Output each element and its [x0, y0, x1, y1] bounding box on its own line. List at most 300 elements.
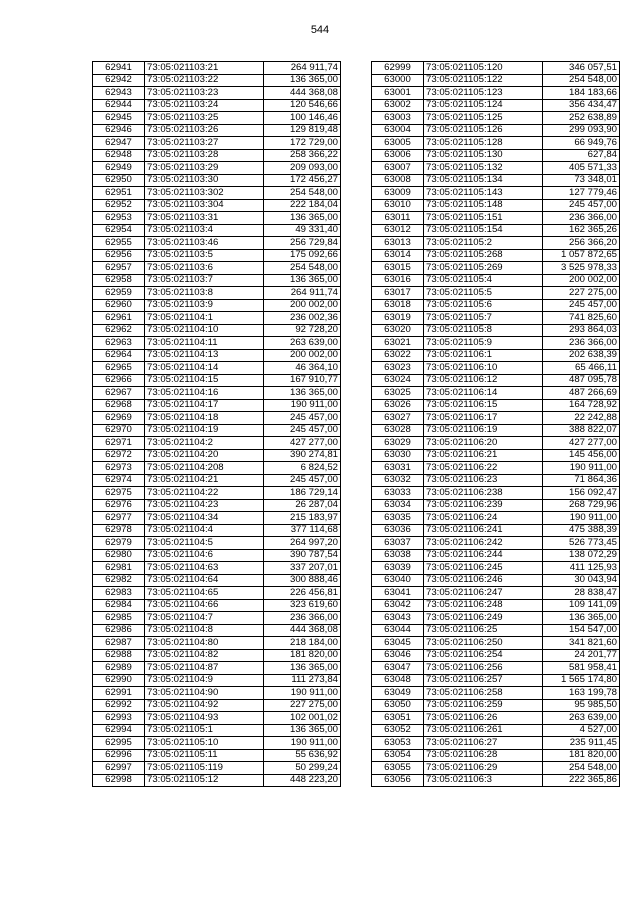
row-number-cell: 62992 — [93, 699, 145, 712]
value-cell: 264 911,74 — [264, 287, 341, 300]
row-number-cell: 63040 — [372, 574, 424, 587]
table-row — [372, 174, 620, 187]
value-cell: 1 565 174,80 — [543, 674, 620, 687]
table-row — [93, 462, 341, 475]
cadastral-number-cell: 73:05:021103:8 — [145, 287, 264, 300]
row-number-cell: 63006 — [372, 149, 424, 162]
table-row — [93, 499, 341, 512]
cadastral-number-cell: 73:05:021106:249 — [424, 612, 543, 625]
row-number-cell: 63055 — [372, 762, 424, 775]
cadastral-number-cell: 73:05:021103:304 — [145, 199, 264, 212]
table-row — [372, 687, 620, 700]
cadastral-number-cell: 73:05:021104:80 — [145, 637, 264, 650]
table-row — [372, 237, 620, 250]
row-number-cell: 62973 — [93, 462, 145, 475]
value-cell: 226 456,81 — [264, 587, 341, 600]
cadastral-number-cell: 73:05:021105:119 — [145, 762, 264, 775]
value-cell: 299 093,90 — [543, 124, 620, 137]
cadastral-number-cell: 73:05:021104:208 — [145, 462, 264, 475]
cadastral-number-cell: 73:05:021104:13 — [145, 349, 264, 362]
value-cell: 190 911,00 — [264, 737, 341, 750]
value-cell: 92 728,20 — [264, 324, 341, 337]
cadastral-number-cell: 73:05:021105:123 — [424, 87, 543, 100]
cadastral-number-cell: 73:05:021103:26 — [145, 124, 264, 137]
table-row — [372, 499, 620, 512]
row-number-cell: 62989 — [93, 662, 145, 675]
table-row — [372, 512, 620, 525]
row-number-cell: 62959 — [93, 287, 145, 300]
table-row — [93, 99, 341, 112]
row-number-cell: 63023 — [372, 362, 424, 375]
cadastral-number-cell: 73:05:021106:238 — [424, 487, 543, 500]
row-number-cell: 63054 — [372, 749, 424, 762]
row-number-cell: 62997 — [93, 762, 145, 775]
value-cell: 22 242,88 — [543, 412, 620, 425]
table-row — [93, 537, 341, 550]
table-row — [372, 537, 620, 550]
cadastral-number-cell: 73:05:021104:1 — [145, 312, 264, 325]
cadastral-number-cell: 73:05:021104:82 — [145, 649, 264, 662]
table-row — [93, 612, 341, 625]
value-cell: 156 092,47 — [543, 487, 620, 500]
row-number-cell: 63049 — [372, 687, 424, 700]
row-number-cell: 62980 — [93, 549, 145, 562]
value-cell: 245 457,00 — [264, 412, 341, 425]
value-cell: 26 287,04 — [264, 499, 341, 512]
row-number-cell: 63031 — [372, 462, 424, 475]
table-row — [372, 424, 620, 437]
row-number-cell: 63028 — [372, 424, 424, 437]
table-row — [93, 87, 341, 100]
cadastral-number-cell: 73:05:021104:63 — [145, 562, 264, 575]
row-number-cell: 62971 — [93, 437, 145, 450]
row-number-cell: 62955 — [93, 237, 145, 250]
cadastral-number-cell: 73:05:021106:257 — [424, 674, 543, 687]
cadastral-number-cell: 73:05:021104:34 — [145, 512, 264, 525]
cadastral-number-cell: 73:05:021103:7 — [145, 274, 264, 287]
table-row — [372, 299, 620, 312]
row-number-cell: 62995 — [93, 737, 145, 750]
row-number-cell: 63027 — [372, 412, 424, 425]
value-cell: 254 548,00 — [543, 762, 620, 775]
table-row — [93, 599, 341, 612]
value-cell: 102 001,02 — [264, 712, 341, 725]
row-number-cell: 62984 — [93, 599, 145, 612]
table-row — [93, 712, 341, 725]
cadastral-number-cell: 73:05:021106:246 — [424, 574, 543, 587]
value-cell: 50 299,24 — [264, 762, 341, 775]
value-cell: 526 773,45 — [543, 537, 620, 550]
row-number-cell: 63022 — [372, 349, 424, 362]
value-cell: 200 002,00 — [264, 349, 341, 362]
row-number-cell: 63044 — [372, 624, 424, 637]
table-row — [372, 412, 620, 425]
value-cell: 164 728,92 — [543, 399, 620, 412]
value-cell: 186 729,14 — [264, 487, 341, 500]
table-row — [93, 224, 341, 237]
value-cell: 167 910,77 — [264, 374, 341, 387]
row-number-cell: 62960 — [93, 299, 145, 312]
cadastral-number-cell: 73:05:021105:132 — [424, 162, 543, 175]
table-row — [93, 549, 341, 562]
value-cell: 254 548,00 — [264, 262, 341, 275]
cadastral-number-cell: 73:05:021105:126 — [424, 124, 543, 137]
table-row — [372, 474, 620, 487]
value-cell: 190 911,00 — [543, 512, 620, 525]
row-number-cell: 63015 — [372, 262, 424, 275]
row-number-cell: 62974 — [93, 474, 145, 487]
value-cell: 411 125,93 — [543, 562, 620, 575]
row-number-cell: 63024 — [372, 374, 424, 387]
cadastral-number-cell: 73:05:021106:254 — [424, 649, 543, 662]
cadastral-number-cell: 73:05:021103:46 — [145, 237, 264, 250]
value-cell: 65 466,11 — [543, 362, 620, 375]
row-number-cell: 62981 — [93, 562, 145, 575]
value-cell: 236 366,00 — [543, 212, 620, 225]
table-row — [372, 124, 620, 137]
value-cell: 172 456,27 — [264, 174, 341, 187]
row-number-cell: 63001 — [372, 87, 424, 100]
table-row — [93, 737, 341, 750]
row-number-cell: 62963 — [93, 337, 145, 350]
cadastral-number-cell: 73:05:021105:122 — [424, 74, 543, 87]
row-number-cell: 62952 — [93, 199, 145, 212]
value-cell: 129 819,48 — [264, 124, 341, 137]
row-number-cell: 62954 — [93, 224, 145, 237]
cadastral-number-cell: 73:05:021103:9 — [145, 299, 264, 312]
value-cell: 323 619,60 — [264, 599, 341, 612]
cadastral-number-cell: 73:05:021104:2 — [145, 437, 264, 450]
table-row — [372, 437, 620, 450]
value-cell: 200 002,00 — [543, 274, 620, 287]
value-cell: 263 639,00 — [264, 337, 341, 350]
cadastral-number-cell: 73:05:021104:11 — [145, 337, 264, 350]
table-row — [93, 124, 341, 137]
row-number-cell: 63017 — [372, 287, 424, 300]
table-row — [93, 512, 341, 525]
row-number-cell: 63036 — [372, 524, 424, 537]
row-number-cell: 62996 — [93, 749, 145, 762]
value-cell: 109 141,09 — [543, 599, 620, 612]
cadastral-number-cell: 73:05:021104:23 — [145, 499, 264, 512]
table-row — [93, 449, 341, 462]
table-row — [372, 649, 620, 662]
row-number-cell: 62946 — [93, 124, 145, 137]
cadastral-number-cell: 73:05:021103:5 — [145, 249, 264, 262]
cadastral-number-cell: 73:05:021104:5 — [145, 537, 264, 550]
row-number-cell: 63021 — [372, 337, 424, 350]
value-cell: 190 911,00 — [543, 462, 620, 475]
cadastral-number-cell: 73:05:021105:154 — [424, 224, 543, 237]
table-row — [372, 224, 620, 237]
row-number-cell: 62968 — [93, 399, 145, 412]
cadastral-number-cell: 73:05:021103:22 — [145, 74, 264, 87]
table-row — [93, 249, 341, 262]
table-row — [93, 687, 341, 700]
row-number-cell: 63053 — [372, 737, 424, 750]
value-cell: 448 223,20 — [264, 774, 341, 787]
row-number-cell: 63002 — [372, 99, 424, 112]
table-row — [93, 262, 341, 275]
value-cell: 236 366,00 — [543, 337, 620, 350]
value-cell: 3 525 978,33 — [543, 262, 620, 275]
cadastral-number-cell: 73:05:021104:8 — [145, 624, 264, 637]
right-table-body — [372, 62, 620, 787]
row-number-cell: 62969 — [93, 412, 145, 425]
cadastral-number-cell: 73:05:021106:24 — [424, 512, 543, 525]
row-number-cell: 62948 — [93, 149, 145, 162]
page-number: 544 — [310, 24, 330, 36]
cadastral-number-cell: 73:05:021104:20 — [145, 449, 264, 462]
cadastral-number-cell: 73:05:021106:28 — [424, 749, 543, 762]
value-cell: 254 548,00 — [264, 187, 341, 200]
row-number-cell: 63052 — [372, 724, 424, 737]
value-cell: 136 365,00 — [264, 662, 341, 675]
row-number-cell: 63000 — [372, 74, 424, 87]
value-cell: 222 365,86 — [543, 774, 620, 787]
cadastral-number-cell: 73:05:021104:64 — [145, 574, 264, 587]
row-number-cell: 62953 — [93, 212, 145, 225]
cadastral-number-cell: 73:05:021104:93 — [145, 712, 264, 725]
table-row — [372, 562, 620, 575]
cadastral-number-cell: 73:05:021106:3 — [424, 774, 543, 787]
table-row — [93, 587, 341, 600]
value-cell: 300 888,46 — [264, 574, 341, 587]
cadastral-number-cell: 73:05:021105:124 — [424, 99, 543, 112]
cadastral-number-cell: 73:05:021105:120 — [424, 62, 543, 75]
value-cell: 154 547,00 — [543, 624, 620, 637]
row-number-cell: 63038 — [372, 549, 424, 562]
value-cell: 30 043,94 — [543, 574, 620, 587]
row-number-cell: 62998 — [93, 774, 145, 787]
table-row — [93, 637, 341, 650]
cadastral-number-cell: 73:05:021105:269 — [424, 262, 543, 275]
value-cell: 95 985,50 — [543, 699, 620, 712]
cadastral-number-cell: 73:05:021106:29 — [424, 762, 543, 775]
table-row — [93, 312, 341, 325]
table-row — [93, 62, 341, 75]
table-row — [372, 637, 620, 650]
row-number-cell: 62949 — [93, 162, 145, 175]
table-row — [93, 387, 341, 400]
row-number-cell: 62964 — [93, 349, 145, 362]
value-cell: 202 638,39 — [543, 349, 620, 362]
table-row — [93, 437, 341, 450]
value-cell: 235 911,45 — [543, 737, 620, 750]
table-row — [372, 549, 620, 562]
row-number-cell: 63009 — [372, 187, 424, 200]
row-number-cell: 63020 — [372, 324, 424, 337]
row-number-cell: 63039 — [372, 562, 424, 575]
value-cell: 138 072,29 — [543, 549, 620, 562]
value-cell: 136 365,00 — [264, 274, 341, 287]
cadastral-number-cell: 73:05:021104:14 — [145, 362, 264, 375]
cadastral-number-cell: 73:05:021103:28 — [145, 149, 264, 162]
row-number-cell: 62979 — [93, 537, 145, 550]
table-row — [93, 474, 341, 487]
table-row — [93, 287, 341, 300]
cadastral-number-cell: 73:05:021105:1 — [145, 724, 264, 737]
value-cell: 390 274,81 — [264, 449, 341, 462]
table-row — [372, 212, 620, 225]
table-row — [372, 162, 620, 175]
table-row — [93, 399, 341, 412]
cadastral-number-cell: 73:05:021106:261 — [424, 724, 543, 737]
value-cell: 136 365,00 — [264, 724, 341, 737]
table-row — [93, 674, 341, 687]
table-row — [93, 624, 341, 637]
row-number-cell: 63056 — [372, 774, 424, 787]
value-cell: 163 199,78 — [543, 687, 620, 700]
row-number-cell: 62986 — [93, 624, 145, 637]
cadastral-number-cell: 73:05:021103:6 — [145, 262, 264, 275]
table-row — [93, 574, 341, 587]
value-cell: 100 146,46 — [264, 112, 341, 125]
table-row — [93, 274, 341, 287]
cadastral-number-cell: 73:05:021105:4 — [424, 274, 543, 287]
cadastral-number-cell: 73:05:021106:17 — [424, 412, 543, 425]
row-number-cell: 63045 — [372, 637, 424, 650]
table-row — [93, 374, 341, 387]
cadastral-number-cell: 73:05:021106:259 — [424, 699, 543, 712]
value-cell: 581 958,41 — [543, 662, 620, 675]
row-number-cell: 63041 — [372, 587, 424, 600]
table-row — [372, 487, 620, 500]
value-cell: 390 787,54 — [264, 549, 341, 562]
value-cell: 136 365,00 — [264, 74, 341, 87]
value-cell: 256 366,20 — [543, 237, 620, 250]
cadastral-number-cell: 73:05:021105:9 — [424, 337, 543, 350]
row-number-cell: 63030 — [372, 449, 424, 462]
cadastral-number-cell: 73:05:021103:302 — [145, 187, 264, 200]
table-row — [372, 624, 620, 637]
row-number-cell: 63014 — [372, 249, 424, 262]
cadastral-number-cell: 73:05:021104:9 — [145, 674, 264, 687]
value-cell: 256 729,84 — [264, 237, 341, 250]
table-row — [372, 662, 620, 675]
cadastral-number-cell: 73:05:021106:248 — [424, 599, 543, 612]
table-row — [93, 199, 341, 212]
table-row — [93, 524, 341, 537]
cadastral-number-cell: 73:05:021105:128 — [424, 137, 543, 150]
cadastral-number-cell: 73:05:021106:20 — [424, 437, 543, 450]
row-number-cell: 63010 — [372, 199, 424, 212]
row-number-cell: 63043 — [372, 612, 424, 625]
cadastral-number-cell: 73:05:021103:24 — [145, 99, 264, 112]
value-cell: 71 864,36 — [543, 474, 620, 487]
table-row — [372, 99, 620, 112]
cadastral-number-cell: 73:05:021104:10 — [145, 324, 264, 337]
cadastral-number-cell: 73:05:021105:10 — [145, 737, 264, 750]
table-row — [372, 62, 620, 75]
row-number-cell: 63042 — [372, 599, 424, 612]
cadastral-number-cell: 73:05:021105:5 — [424, 287, 543, 300]
value-cell: 258 366,22 — [264, 149, 341, 162]
cadastral-number-cell: 73:05:021104:92 — [145, 699, 264, 712]
cadastral-number-cell: 73:05:021106:245 — [424, 562, 543, 575]
table-row — [372, 762, 620, 775]
row-number-cell: 62941 — [93, 62, 145, 75]
table-row — [93, 149, 341, 162]
table-row — [372, 587, 620, 600]
value-cell: 46 364,10 — [264, 362, 341, 375]
table-row — [372, 749, 620, 762]
value-cell: 209 093,00 — [264, 162, 341, 175]
row-number-cell: 62976 — [93, 499, 145, 512]
row-number-cell: 63032 — [372, 474, 424, 487]
cadastral-number-cell: 73:05:021105:143 — [424, 187, 543, 200]
table-row — [372, 199, 620, 212]
value-cell: 28 838,47 — [543, 587, 620, 600]
row-number-cell: 62982 — [93, 574, 145, 587]
value-cell: 487 095,78 — [543, 374, 620, 387]
row-number-cell: 62944 — [93, 99, 145, 112]
row-number-cell: 63016 — [372, 274, 424, 287]
table-row — [372, 337, 620, 350]
value-cell: 218 184,00 — [264, 637, 341, 650]
row-number-cell: 63051 — [372, 712, 424, 725]
value-cell: 49 331,40 — [264, 224, 341, 237]
cadastral-number-cell: 73:05:021106:1 — [424, 349, 543, 362]
row-number-cell: 63004 — [372, 124, 424, 137]
row-number-cell: 62965 — [93, 362, 145, 375]
cadastral-number-cell: 73:05:021106:239 — [424, 499, 543, 512]
cadastral-number-cell: 73:05:021103:27 — [145, 137, 264, 150]
cadastral-number-cell: 73:05:021106:23 — [424, 474, 543, 487]
cadastral-number-cell: 73:05:021103:23 — [145, 87, 264, 100]
table-row — [93, 162, 341, 175]
table-row — [372, 699, 620, 712]
table-row — [372, 462, 620, 475]
value-cell: 444 368,08 — [264, 87, 341, 100]
row-number-cell: 62999 — [372, 62, 424, 75]
table-row — [93, 299, 341, 312]
row-number-cell: 62966 — [93, 374, 145, 387]
table-row — [93, 349, 341, 362]
table-row — [93, 187, 341, 200]
row-number-cell: 63035 — [372, 512, 424, 525]
cadastral-number-cell: 73:05:021105:268 — [424, 249, 543, 262]
value-cell: 263 639,00 — [543, 712, 620, 725]
value-cell: 427 277,00 — [264, 437, 341, 450]
row-number-cell: 62943 — [93, 87, 145, 100]
table-row — [372, 74, 620, 87]
value-cell: 162 365,26 — [543, 224, 620, 237]
row-number-cell: 63029 — [372, 437, 424, 450]
row-number-cell: 63003 — [372, 112, 424, 125]
row-number-cell: 63011 — [372, 212, 424, 225]
cadastral-number-cell: 73:05:021106:241 — [424, 524, 543, 537]
cadastral-number-cell: 73:05:021104:7 — [145, 612, 264, 625]
value-cell: 377 114,68 — [264, 524, 341, 537]
cadastral-number-cell: 73:05:021105:2 — [424, 237, 543, 250]
table-row — [93, 699, 341, 712]
cadastral-number-cell: 73:05:021104:87 — [145, 662, 264, 675]
row-number-cell: 62994 — [93, 724, 145, 737]
value-cell: 136 365,00 — [543, 612, 620, 625]
row-number-cell: 62972 — [93, 449, 145, 462]
row-number-cell: 63033 — [372, 487, 424, 500]
row-number-cell: 62987 — [93, 637, 145, 650]
value-cell: 6 824,52 — [264, 462, 341, 475]
value-cell: 741 825,60 — [543, 312, 620, 325]
cadastral-number-cell: 73:05:021105:7 — [424, 312, 543, 325]
table-row — [93, 412, 341, 425]
row-number-cell: 62967 — [93, 387, 145, 400]
cadastral-number-cell: 73:05:021104:22 — [145, 487, 264, 500]
cadastral-number-cell: 73:05:021103:29 — [145, 162, 264, 175]
table-row — [372, 599, 620, 612]
